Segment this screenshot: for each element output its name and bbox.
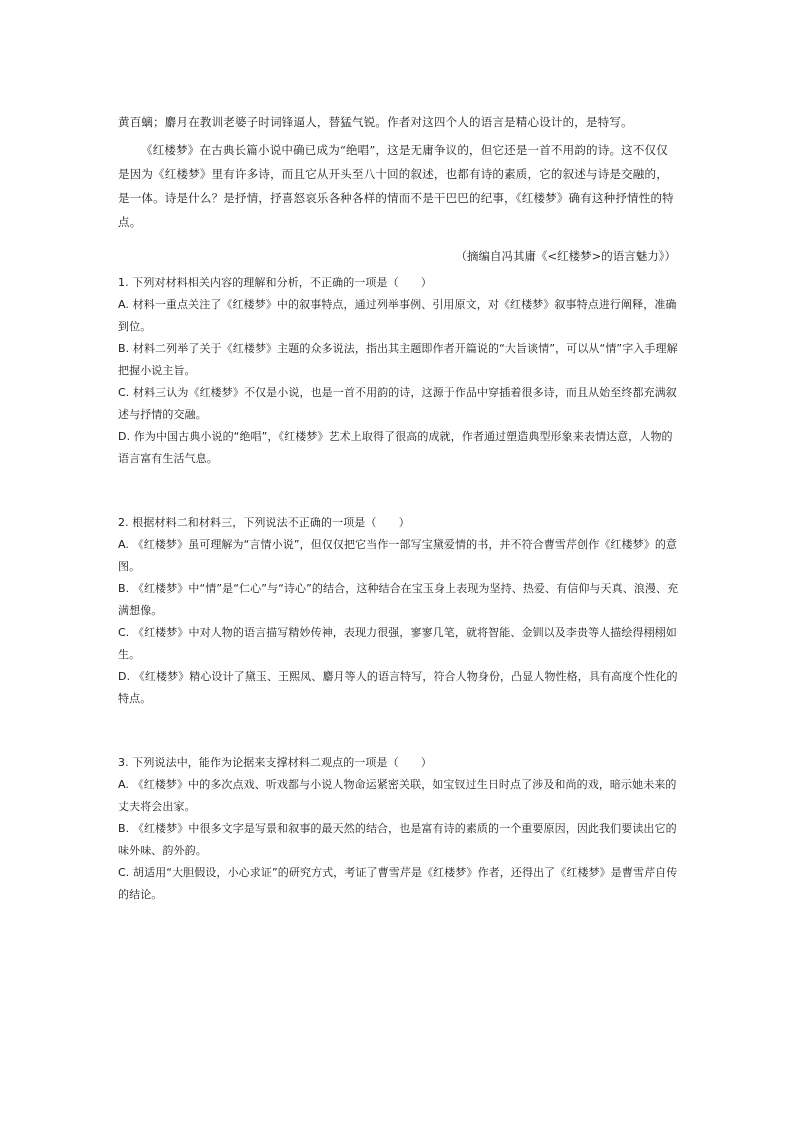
option-b: B. 材料二列举了关于《红楼梦》主题的众多说法，指出其主题即作者开篇说的“大旨谈情”，可以从“情”字入手理解把握小说主旨。 [118,342,678,377]
option-a: A. 《红楼梦》虽可理解为“言情小说”，但仅仅把它当作一部写宝黛爱情的书，并不符合曹雪芹创作《红楼梦》的意图。 [118,538,678,573]
question-3 [118,752,680,906]
question-2 [118,512,680,710]
passage-paragraph-2: 《红楼梦》在古典长篇小说中确已成为“绝唱”，这是无庸争议的，但它还是一首不用韵的诗。这不仅仅是因为《红楼梦》里有许多诗，而且它从开头至八十回的叙述，也都有诗的素质，它的叙述与诗是交融的，是一体。诗是什么？是抒情，抒喜怒哀乐各种各样的情而不是干巴巴的纪事，《红楼梦》确有这种抒情性的特点。 [118,143,674,229]
passage-source: （摘编自冯其庸《<红楼梦>的语言魅力》） [455,249,676,263]
option-b: B. 《红楼梦》中很多文字是写景和叙事的最天然的结合，也是富有诗的素质的一个重要原因，因此我们要读出它的味外味、韵外韵。 [118,822,677,857]
option-a: A. 《红楼梦》中的多次点戏、听戏都与小说人物命运紧密关联，如宝钗过生日时点了涉及和尚的戏，暗示她未来的丈夫将会出家。 [118,778,677,813]
option-d: D. 作为中国古典小说的“绝唱”，《红楼梦》艺术上取得了很高的成就，作者通过塑造典型形象来表情达意，人物的语言富有生活气息。 [118,430,673,465]
option-b: B. 《红楼梦》中“情”是“仁心”与“诗心”的结合，这种结合在宝玉身上表现为坚持、热爱、有信仰与天真、浪漫、充满想像。 [118,582,679,617]
option-c: C. 《红楼梦》中对人物的语言描写精妙传神，表现力很强，寥寥几笔，就将智能、金钏以及李贵等人描绘得栩栩如生。 [118,626,677,661]
question-1 [118,272,680,470]
passage-paragraph-1: 黄百螭；麝月在教训老婆子时词锋逼人，替猛气锐。作者对这四个人的语言是精心设计的，是特写。 [118,115,633,129]
question-stem: 3. 下列说法中，能作为论据来支撑材料二观点的一项是（ ） [118,756,432,769]
option-d: D. 《红楼梦》精心设计了黛玉、王熙凤、麝月等人的语言特写，符合人物身份，凸显人物性格，具有高度个性化的特点。 [118,670,678,705]
option-c: C. 胡适用“大胆假设，小心求证”的研究方式，考证了曹雪芹是《红楼梦》作者，还得出了《红楼梦》是曹雪芹自传的结论。 [118,866,678,901]
question-stem: 2. 根据材料二和材料三，下列说法不正确的一项是（ ） [118,516,410,529]
option-a: A. 材料一重点关注了《红楼梦》中的叙事特点，通过列举事例、引用原文，对《红楼梦》叙事特点进行阐释，准确到位。 [118,298,677,333]
option-c: C. 材料三认为《红楼梦》不仅是小说，也是一首不用韵的诗，这源于作品中穿插着很多诗，而且从始至终都充满叙述与抒情的交融。 [118,386,677,421]
question-stem: 1. 下列对材料相关内容的理解和分析，不正确的一项是（ ） [118,276,432,289]
